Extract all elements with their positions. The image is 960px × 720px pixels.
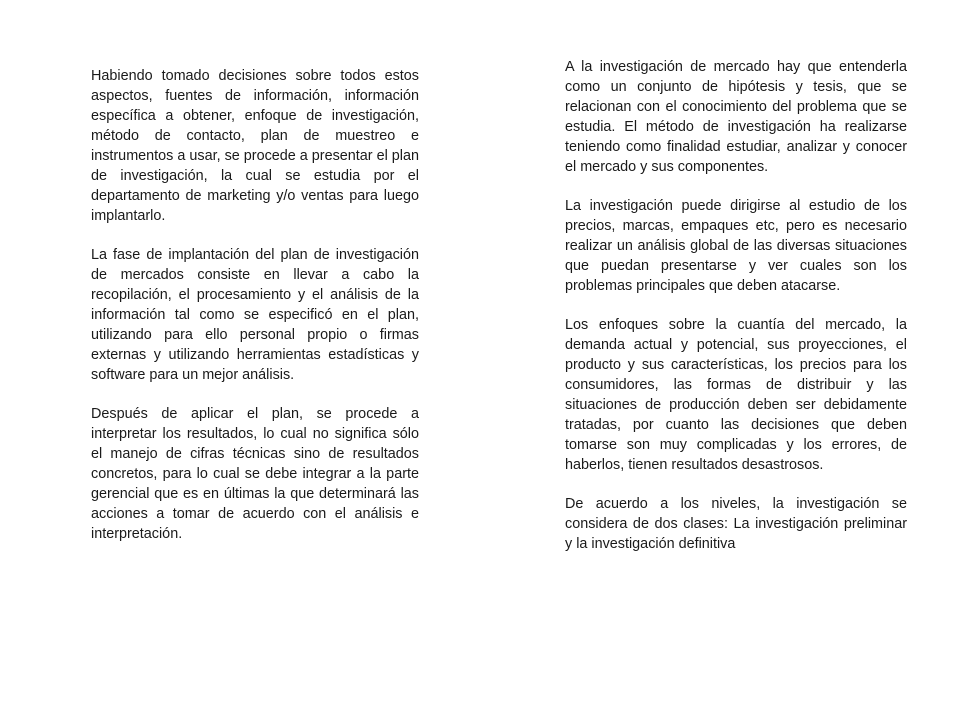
right-text-column — [565, 57, 907, 573]
left-paragraph-interpretacion: Después de aplicar el plan, se procede a interpretar los resultados, lo cual no significa sólo el manejo de cifras técnicas sino de resultados concretos, para lo cual se debe integrar a la parte gerencial que es en últimas la que determinará las acciones a tomar de acuerdo con el análisis e interpretación. — [91, 406, 419, 542]
left-text-column — [91, 66, 419, 563]
left-paragraph-implantacion: La fase de implantación del plan de investigación de mercados consiste en llevar a cabo la recopilación, el procesamiento y el análisis de la información tal como se especificó en el plan, utilizando para ello personal propio o firmas externas y utilizando herramientas estadísticas y software para un mejor análisis. — [91, 247, 419, 383]
left-paragraph-plan: Habiendo tomado decisiones sobre todos estos aspectos, fuentes de información, información específica a obtener, enfoque de investigación, método de contacto, plan de muestreo e instrumentos a usar, se procede a presentar el plan de investigación, la cual se estudia por el departamento de marketing y/o ventas para luego implantarlo. — [91, 68, 419, 224]
right-paragraph-precios: La investigación puede dirigirse al estudio de los precios, marcas, empaques etc, pero es necesario realizar un análisis global de las diversas situaciones que puedan presentarse y ver cuales son los problemas principales que deben atacarse. — [565, 198, 907, 294]
right-paragraph-niveles: De acuerdo a los niveles, la investigación se considera de dos clases: La investigación preliminar y la investigación definitiva — [565, 496, 907, 552]
right-paragraph-hipotesis: A la investigación de mercado hay que entenderla como un conjunto de hipótesis y tesis, que se relacionan con el conocimiento del problema que se estudia. El método de investigación ha realizarse teniendo como finalidad estudiar, analizar y conocer el mercado y sus componentes. — [565, 59, 907, 175]
right-paragraph-enfoques: Los enfoques sobre la cuantía del mercado, la demanda actual y potencial, sus proyecciones, el producto y sus características, los precios para los consumidores, las formas de distribuir y las situaciones de producción deben ser debidamente tratadas, por cuanto las decisiones que deben tomarse son muy complicadas y los errores, de haberlos, tienen resultados desastrosos. — [565, 317, 907, 473]
